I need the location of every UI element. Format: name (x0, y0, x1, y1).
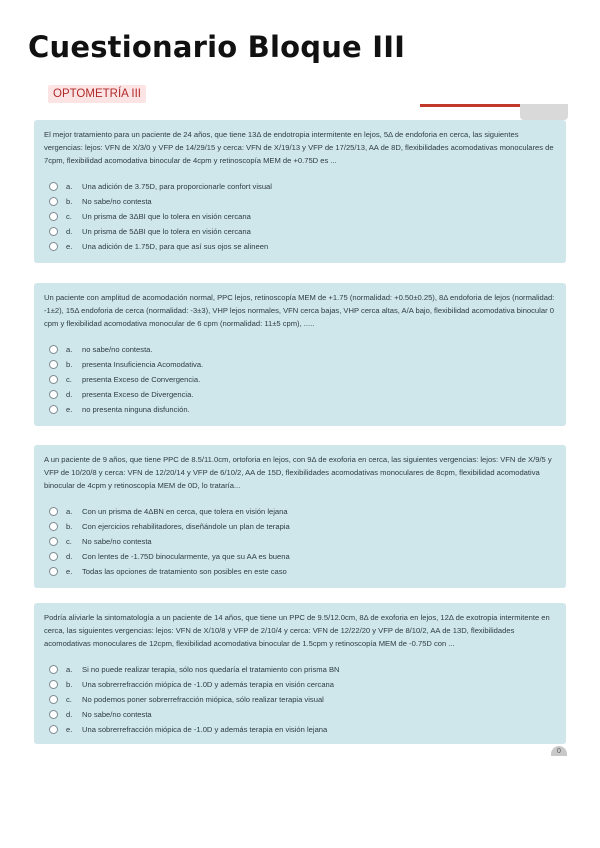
option-c[interactable]: c. No podemos poner sobrerrefracción miópica, sólo realizar terapia visual (44, 692, 556, 707)
question-card-4 (34, 603, 566, 744)
question-card-1 (34, 120, 566, 263)
radio-icon[interactable] (49, 212, 58, 221)
option-d[interactable]: d. Un prisma de 5ΔBI que lo tolera en visión cercana (44, 224, 556, 239)
radio-icon[interactable] (49, 390, 58, 399)
radio-icon[interactable] (49, 227, 58, 236)
question-card-3 (34, 445, 566, 588)
option-e[interactable]: e. Una adición de 1.75D, para que así sus ojos se alineen (44, 239, 556, 254)
radio-icon[interactable] (49, 507, 58, 516)
option-a[interactable]: a. Con un prisma de 4ΔBN en cerca, que tolera en visión lejana (44, 504, 556, 519)
option-c[interactable]: c. No sabe/no contesta (44, 534, 556, 549)
page-title: Cuestionario Bloque III (28, 30, 406, 64)
radio-icon[interactable] (49, 242, 58, 251)
option-a[interactable]: a. Si no puede realizar terapia, sólo nos quedaría el tratamiento con prisma BN (44, 662, 556, 677)
option-list (44, 342, 556, 417)
option-c[interactable]: c. Un prisma de 3ΔBI que lo tolera en visión cercana (44, 209, 556, 224)
radio-icon[interactable] (49, 375, 58, 384)
radio-icon[interactable] (49, 710, 58, 719)
option-list (44, 662, 556, 737)
radio-icon[interactable] (49, 360, 58, 369)
question-text: A un paciente de 9 años, que tiene PPC de 8.5/11.0cm, ortoforia en lejos, con 9Δ de exoforia en cerca, las siguientes vergencias: lejos: VFN de X/9/5 y VFP de 10/20/8 y cerca: VFN de 12/20/14 y VFP de 6/10/2, AA de 15D, flexibilidades acomodativas monoculares de 8cpm, flexibilidad acomodativa binocular de 4cpm y retinoscopía MEM de 0D, lo trataría... (44, 455, 552, 490)
option-b[interactable]: b. Con ejercicios rehabilitadores, diseñándole un plan de terapia (44, 519, 556, 534)
option-e[interactable]: e. no presenta ninguna disfunción. (44, 402, 556, 417)
corner-tab (520, 104, 568, 120)
radio-icon[interactable] (49, 552, 58, 561)
option-a[interactable]: a. no sabe/no contesta. (44, 342, 556, 357)
radio-icon[interactable] (49, 695, 58, 704)
option-b[interactable]: b. No sabe/no contesta (44, 194, 556, 209)
radio-icon[interactable] (49, 567, 58, 576)
subject-tag: OPTOMETRÍA III (48, 85, 146, 103)
option-e[interactable]: e. Todas las opciones de tratamiento son posibles en este caso (44, 564, 556, 579)
option-b[interactable]: b. Una sobrerrefracción miópica de -1.0D y además terapia en visión cercana (44, 677, 556, 692)
question-text: El mejor tratamiento para un paciente de 24 años, que tiene 13Δ de endotropia intermitente en lejos, 5Δ de endoforia en cerca, las siguientes vergencias: lejos: VFN de X/3/0 y VFP de 14/29/15 y cerca: VFN de X/19/13 y VFP de 17/25/13, AA de 8D, flexibilidades acomodativas monoculares de 7cpm, flexibilidad acomodativa binocular de 4cpm y retinoscopía MEM de +0.75D es ... (44, 130, 554, 165)
question-text: Podría aliviarle la sintomatología a un paciente de 14 años, que tiene un PPC de 9.5/12.0cm, 8Δ de exoforia en lejos, 12Δ de exotropia intermitente en cerca, las siguientes vergencias: lejos: VFN de X/10/8 y VFP de 2/10/4 y cerca: VFN de 12/22/20 y VFP de 8/10/2, AA de 13D, flexibilidades acomodativas monoculares de 12cpm, flexibilidad acomodativa binocular de 1.5cpm y retinoscopía MEM de -0.75D con ... (44, 613, 550, 648)
scroll-badge[interactable]: 0 (551, 746, 567, 756)
option-d[interactable]: d. presenta Exceso de Divergencia. (44, 387, 556, 402)
accent-strip (420, 104, 520, 107)
radio-icon[interactable] (49, 182, 58, 191)
option-list (44, 179, 556, 254)
option-d[interactable]: d. No sabe/no contesta (44, 707, 556, 722)
option-list (44, 504, 556, 579)
radio-icon[interactable] (49, 537, 58, 546)
radio-icon[interactable] (49, 680, 58, 689)
question-card-2 (34, 283, 566, 426)
radio-icon[interactable] (49, 197, 58, 206)
radio-icon[interactable] (49, 725, 58, 734)
option-b[interactable]: b. presenta Insuficiencia Acomodativa. (44, 357, 556, 372)
option-c[interactable]: c. presenta Exceso de Convergencia. (44, 372, 556, 387)
radio-icon[interactable] (49, 405, 58, 414)
option-a[interactable]: a. Una adición de 3.75D, para proporcionarle confort visual (44, 179, 556, 194)
question-text: Un paciente con amplitud de acomodación normal, PPC lejos, retinoscopía MEM de +1.75 (normalidad: +0.50±0.25), 8Δ endoforia de lejos (normalidad: -1±2), 15Δ endoforia de cerca (normalidad: -3±3), VHP lejos normales, VFN cerca bajas, VHP cerca altas, A/A bajo, flexibilidad acomodativa binocular 0 cpm y flexibilidad acomodativa monocular de 6 cpm (normalidad: 11±5 cpm), ..... (44, 293, 555, 328)
radio-icon[interactable] (49, 522, 58, 531)
radio-icon[interactable] (49, 665, 58, 674)
option-d[interactable]: d. Con lentes de -1.75D binocularmente, ya que su AA es buena (44, 549, 556, 564)
option-e[interactable]: e. Una sobrerrefracción miópica de -1.0D y además terapia en visión lejana (44, 722, 556, 737)
radio-icon[interactable] (49, 345, 58, 354)
